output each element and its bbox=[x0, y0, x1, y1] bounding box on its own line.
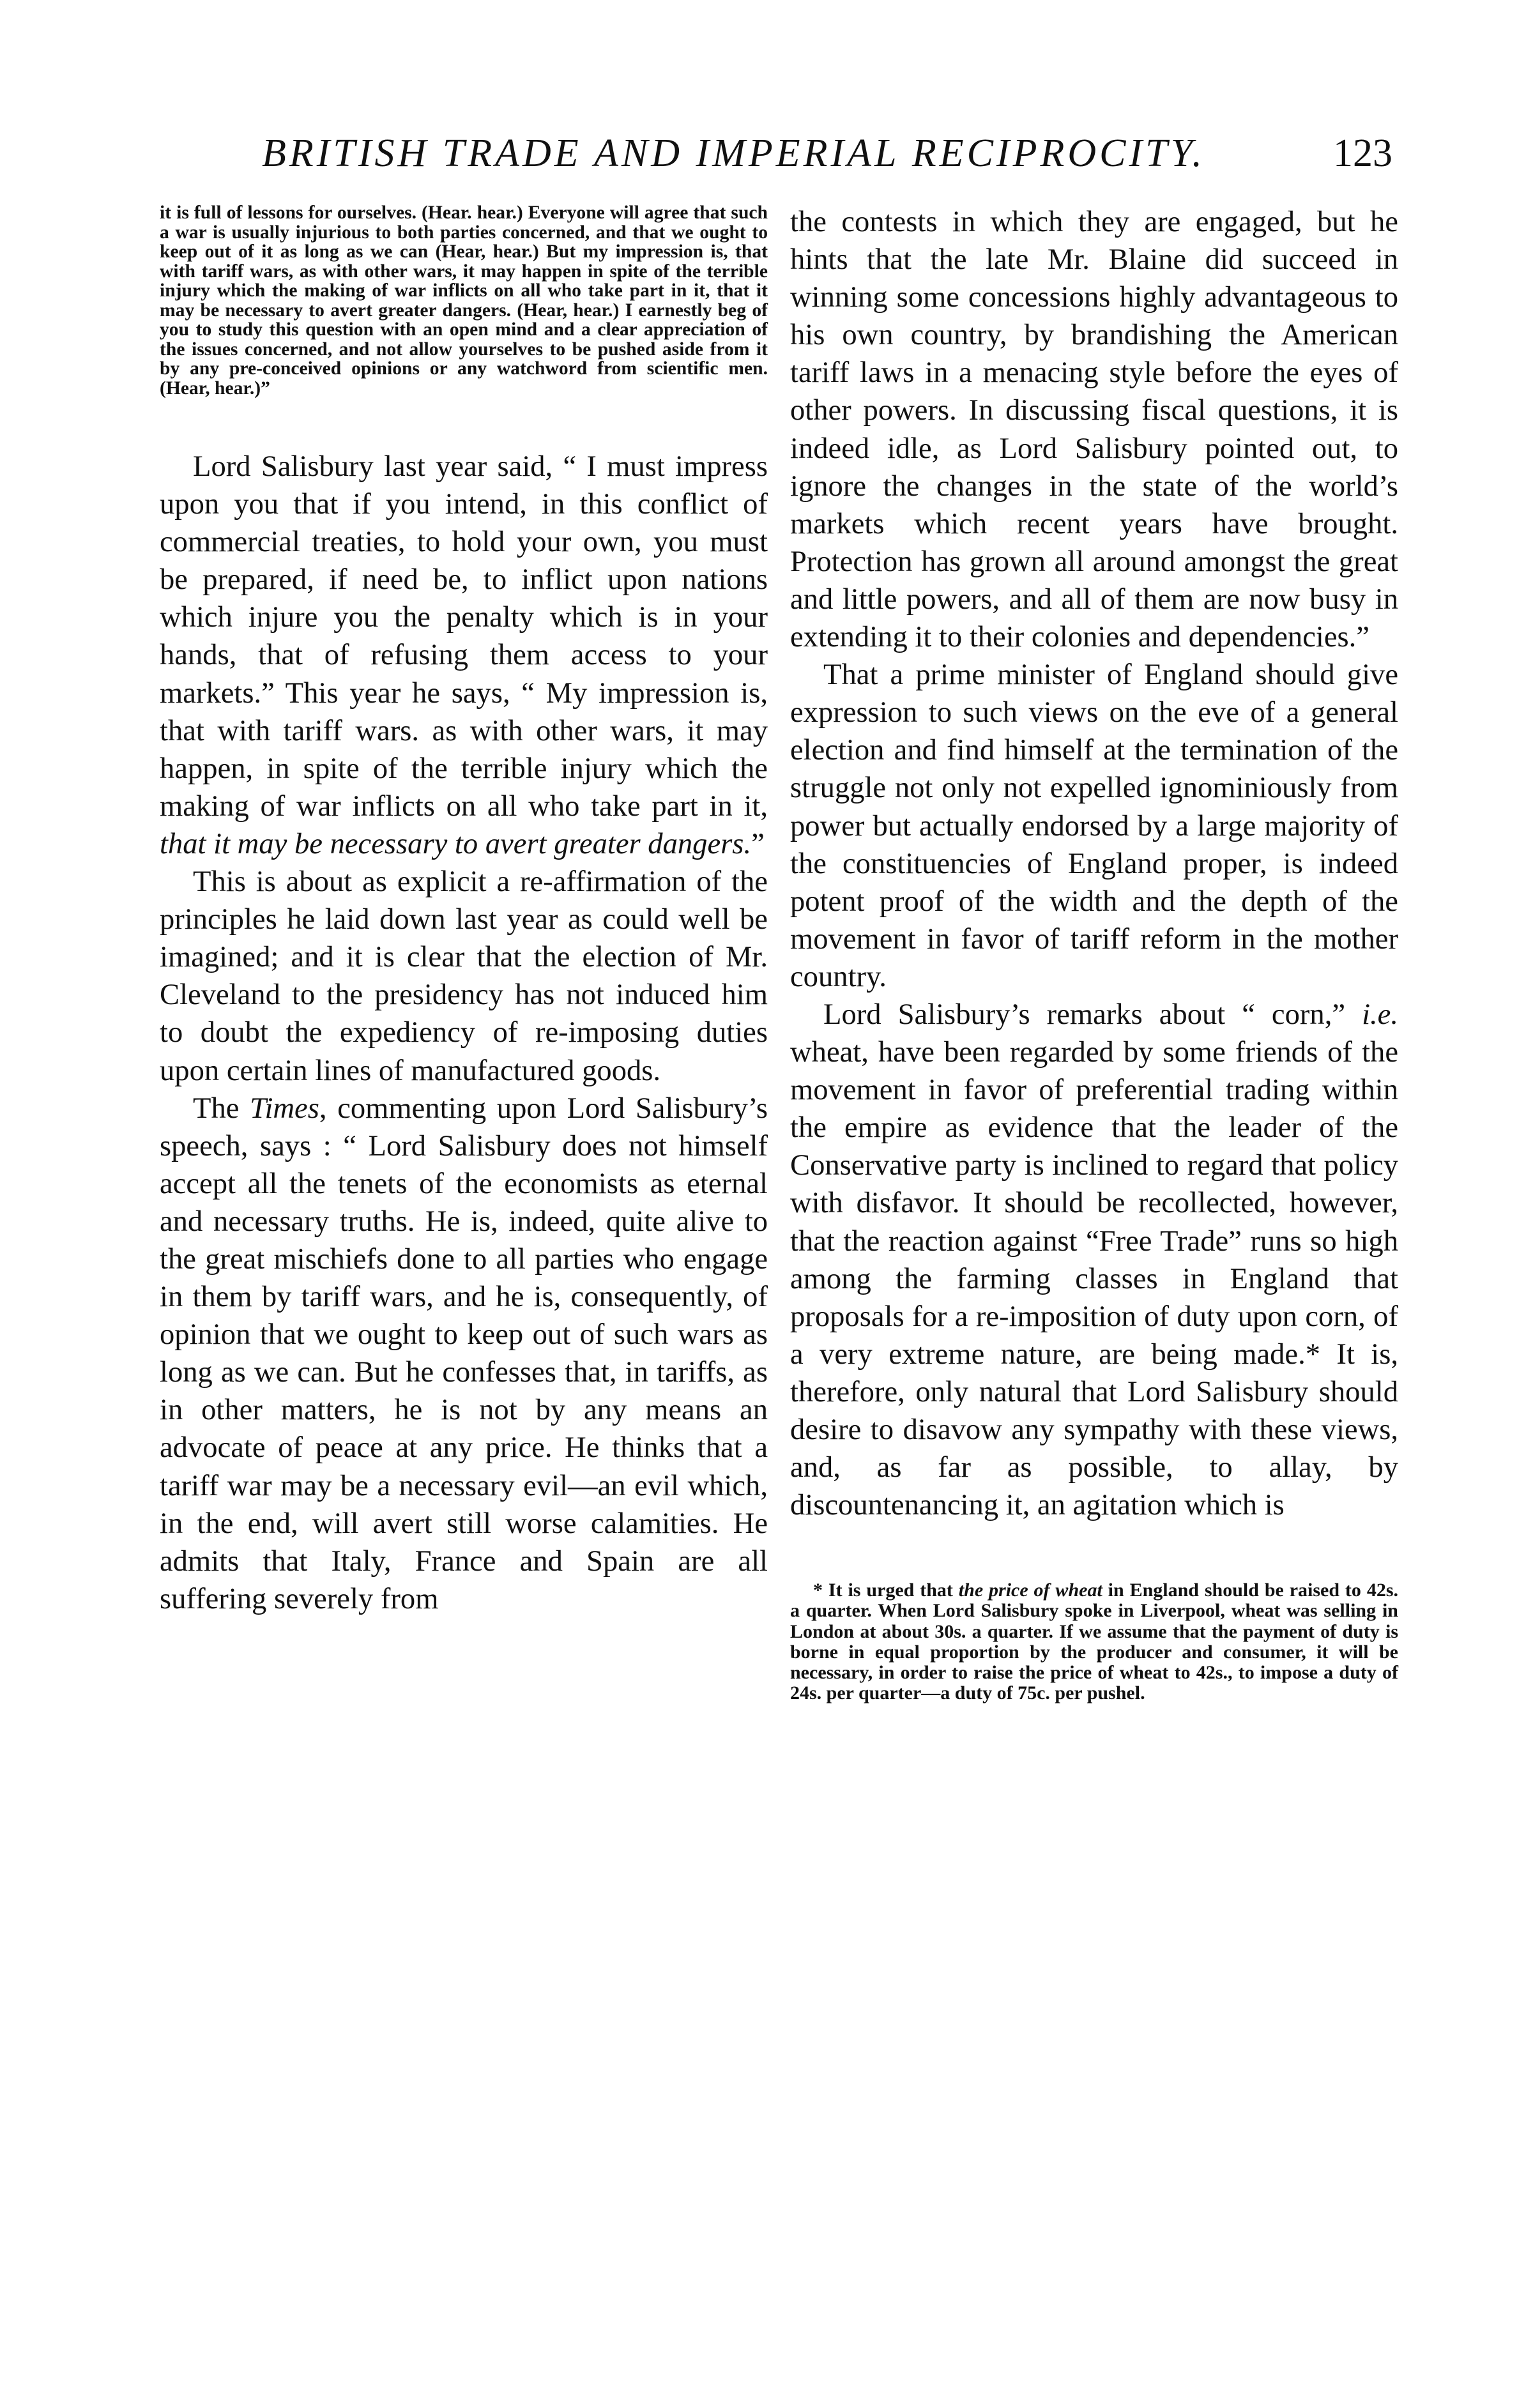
italic-publication-title: Times bbox=[250, 1091, 319, 1125]
paragraph-text-rest: , commenting upon Lord Salisbury’s speech, says : “ Lord Salisbury does not himself accept all the tenets of the economists as eternal and necessary truths. He is, indeed, quite alive to the great mischiefs done to all parties who engage in them by tariff wars, and he is, consequently, of opinion that we ought to keep out of such wars as long as we can. But he confesses that, in tariffs, as in other matters, he is not by any means an advocate of peace at any price. He thinks that a tariff war may be a necessary evil—an evil which, in the end, will avert still worse calamities. He admits that Italy, France and Spain are all suffering severely from bbox=[160, 1091, 768, 1615]
block-quote: it is full of lessons for ourselves. (Hear. hear.) Everyone will agree that such a war is usually injurious to both parties concerned, and that we ought to keep out of it as long as we can (Hear, hear.) But my impression is, that with tariff wars, as with other wars, it may happen in spite of the terrible injury which the making of war inflicts on all who take part in it, that it may be necessary to avert greater dangers. (Hear, hear.) I earnestly beg of you to study this question with an open mind and a clear appreciation of the issues concerned, and not allow yourselves to be pushed aside from it by any pre-conceived opinions or any watchword from scientific men. (Hear, hear.)” bbox=[160, 202, 768, 399]
footnote bbox=[790, 1580, 1398, 1703]
page-number: 123 bbox=[1333, 132, 1392, 175]
paragraph-explicit-reaffirmation: This is about as explicit a re-affirmation of the principles he laid down last year as could well be imagined; and it is clear that the election of Mr. Cleveland to the presidency has not induced him to doubt the expediency of re-imposing duties upon certain lines of manufactured goods. bbox=[160, 865, 768, 1087]
paragraph-text-rest: wheat, have been regarded by some friends of the movement in favor of preferential trading within the empire as evidence that the leader of the Conservative party is inclined to regard that policy with disfavor. It should be recollected, however, that the reaction against “Free Trade” runs so high among the farming classes in England that proposals for a re-imposition of duty upon corn, of a very extreme nature, are being made.* It is, therefore, only natural that Lord Salisbury should desire to disavow any sympathy with these views, and, as far as possible, to allay, by discountenancing it, an agitation which is bbox=[790, 1035, 1398, 1522]
italic-emphasis: that it may be necessary to avert greater dangers. bbox=[160, 827, 752, 860]
paragraph-text: Lord Salisbury’s remarks about “ corn,” bbox=[823, 997, 1362, 1031]
paragraph-prime-minister: That a prime minister of England should give expression to such views on the eve of a general election and find himself at the termination of the struggle not only not expelled ignominiously from power but actually endorsed by a large majority of the constituencies of England proper, is indeed potent proof of the width and the depth of the movement in favor of tariff reform in the mother country. bbox=[790, 658, 1398, 993]
paragraph-text: Lord Salisbury last year said, “ I must impress upon you that if you intend, in this conflict of commercial treaties, to hold your own, you must be prepared, if need be, to inflict upon nations which injure you the penalty which is in your hands, that of refusing them access to your markets.” This year he says, “ My impression is, that with tariff wars. as with other wars, it may happen, in spite of the terrible injury which the making of war inflicts on all who take part in it, bbox=[160, 450, 768, 823]
italic-abbreviation: i.e. bbox=[1362, 997, 1398, 1031]
left-column bbox=[160, 203, 768, 1618]
running-title: BRITISH TRADE AND IMPERIAL RECIPROCITY. bbox=[262, 132, 1205, 175]
paragraph-salisbury-last-year bbox=[160, 448, 768, 863]
paragraph-times-commentary bbox=[160, 1090, 768, 1618]
footnote-text: * It is urged that bbox=[813, 1580, 959, 1601]
paragraph-corn-remarks bbox=[790, 996, 1398, 1524]
italic-emphasis: the price of wheat bbox=[958, 1580, 1102, 1601]
paragraph-text-end: ” bbox=[751, 827, 765, 860]
footnote-text-rest: in England should be raised to 42s. a quarter. When Lord Salisbury spoke in Liverpool, wheat was selling in London at about 30s. a quarter. If we assume that the payment of duty is borne in equal proportion by the producer and consumer, it will be necessary, in order to raise the price of wheat to 42s., to impose a duty of 24s. per quarter—a duty of 75c. per pushel. bbox=[790, 1580, 1398, 1704]
right-column bbox=[790, 203, 1398, 1704]
paragraph-text: The bbox=[193, 1091, 250, 1125]
paragraph-contests-continued: the contests in which they are engaged, but he hints that the late Mr. Blaine did succeed in winning some concessions highly advantageous to his own country, by brandishing the American tariff laws in a menacing style before the eyes of other powers. In discussing fiscal questions, it is indeed idle, as Lord Salisbury pointed out, to ignore the changes in the state of the world’s markets which recent years have brought. Protection has grown all around amongst the great and little powers, and all of them are now busy in extending it to their colonies and dependencies.” bbox=[790, 205, 1398, 654]
page-header bbox=[262, 131, 1392, 182]
